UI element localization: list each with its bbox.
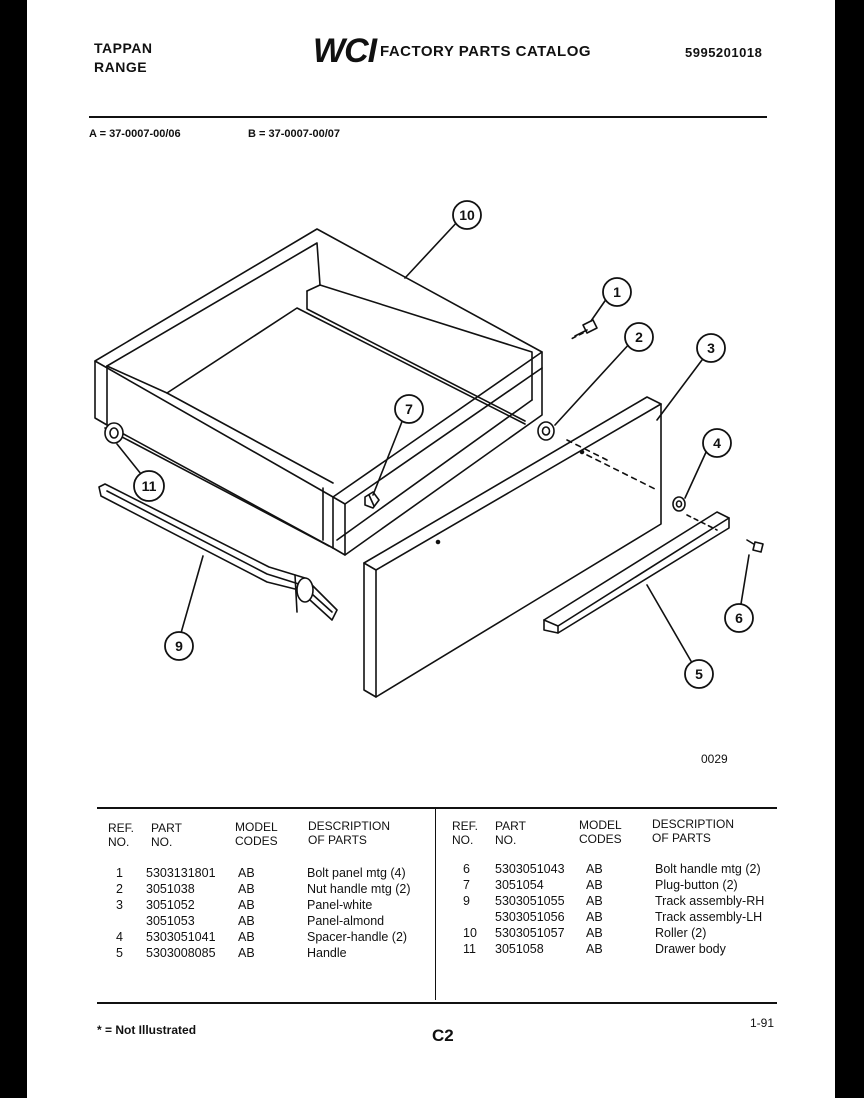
col-ref-header-left: REF. NO. (108, 821, 135, 849)
callout-3 (697, 334, 725, 362)
svg-text:9: 9 (175, 638, 183, 654)
wci-logo: WCI (313, 32, 377, 70)
brand-line-2: RANGE (94, 59, 148, 75)
model-a: A = 37-0007-00/06 (89, 128, 181, 140)
nut-handle-part (538, 422, 554, 440)
catalog-number: 5995201018 (685, 45, 763, 60)
bolt-handle-part (747, 540, 763, 552)
svg-text:3: 3 (707, 340, 715, 356)
col-desc-header-left: DESCRIPTION OF PARTS (308, 819, 391, 847)
col-model-header-left: MODEL CODES (235, 820, 278, 848)
callout-5 (685, 660, 713, 688)
table-divider (435, 809, 436, 1000)
bolt-panel-part (569, 320, 597, 340)
svg-text:7: 7 (405, 401, 413, 417)
col-ref-header-right: REF. NO. (452, 819, 479, 847)
callout-10 (134, 471, 164, 501)
callout-2 (625, 323, 653, 351)
callout-11 (453, 201, 481, 229)
col-model-header-right: MODEL CODES (579, 818, 622, 846)
callout-7 (395, 395, 423, 423)
plug-button-part (365, 492, 379, 508)
svg-text:2: 2 (635, 329, 643, 345)
track-assembly-part (99, 484, 337, 620)
col-part-header-right: PART NO. (495, 819, 526, 847)
svg-text:10: 10 (459, 207, 475, 223)
spacer-handle-part (673, 497, 685, 511)
model-b: B = 37-0007-00/07 (248, 128, 341, 140)
col-desc-header-right: DESCRIPTION OF PARTS (652, 817, 735, 845)
revision-date: 1-91 (750, 1016, 775, 1030)
callout-9 (165, 632, 193, 660)
catalog-title: FACTORY PARTS CATALOG (380, 43, 592, 60)
table-top-rule (97, 807, 777, 809)
brand-line-1: TAPPAN (94, 40, 153, 56)
col-part-header-left: PART NO. (151, 821, 182, 849)
not-illustrated-note: * = Not Illustrated (97, 1023, 197, 1037)
svg-text:6: 6 (735, 610, 743, 626)
callout-6 (725, 604, 753, 632)
page-code: C2 (432, 1026, 454, 1045)
table-bottom-rule (97, 1002, 777, 1004)
parts-catalog-page: TAPPAN RANGE WCI FACTORY PARTS CATALOG 5995201018 A = 37-0007-00/06 B = 37-0007-00/07 10 1 2 3 4 7 11 9 6 5 0029 REF. NO. PART NO. MODEL CODES DESCRIPTION OF PARTS REF. NO. PART NO. MODEL CODES DESCRIPTION OF PARTS 1 5303131801 AB Bolt panel mtg (4) 2 3051038 AB Nut handle mtg (2) 3 3051052 AB Panel-white 3051053 AB Panel-almond 4 5303051041 AB Spacer-handle (2) 5 5303008085 AB Handle 6 5303051043 AB Bolt handle mtg (2) 7 3051054 AB Plug-button (2) 9 5303051055 AB Track assembly-RH 5303051056 AB Track assembly-LH 10 5303051057 AB Roller (2) 11 3051058 AB Drawer body * = Not Illustrated C2 1-91 (27, 0, 835, 1098)
roller-part (105, 423, 123, 443)
figure-code: 0029 (701, 752, 728, 766)
svg-text:4: 4 (713, 435, 721, 451)
callout-4 (703, 429, 731, 457)
svg-text:5: 5 (695, 666, 703, 682)
callout-1 (603, 278, 631, 306)
svg-text:11: 11 (141, 478, 157, 494)
svg-text:1: 1 (613, 284, 621, 300)
exploded-drawer-diagram (27, 0, 835, 800)
